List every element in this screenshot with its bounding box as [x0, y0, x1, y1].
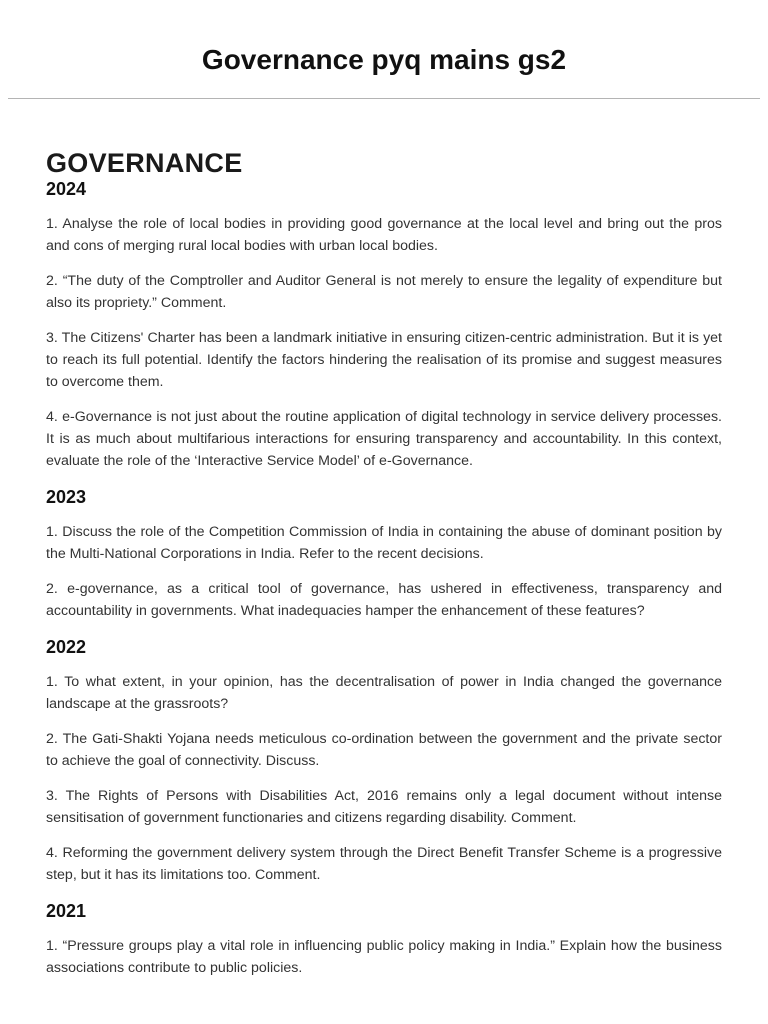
question-item: 2. The Gati-Shakti Yojana needs meticulous co-ordination between the government and the private sector to achieve the goal of connectivity. Discuss.	[46, 731, 722, 769]
document-content	[0, 145, 768, 979]
year-section-2024	[46, 177, 722, 472]
page-title: Governance pyq mains gs2	[201, 44, 567, 75]
question-item: 3. The Rights of Persons with Disabilities Act, 2016 remains only a legal document without intense sensitisation of government functionaries and citizens regarding disability. Comment.	[46, 788, 722, 826]
page-header	[8, 0, 760, 99]
question-item: 4. e-Governance is not just about the routine application of digital technology in service delivery processes. It is as much about multifarious interactions for ensuring transparency and accountability. In this context, evaluate the role of the ‘Interactive Service Model’ of e-Governance.	[46, 409, 722, 469]
question-item: 1. “Pressure groups play a vital role in influencing public policy making in India.” Explain how the business associations contribute to public policies.	[46, 938, 722, 976]
question-item: 2. e-governance, as a critical tool of governance, has ushered in effectiveness, transparency and accountability in governments. What inadequacies hamper the enhancement of these features?	[46, 581, 722, 619]
year-heading: 2023	[46, 487, 87, 507]
question-item: 1. To what extent, in your opinion, has the decentralisation of power in India changed the governance landscape at the grassroots?	[46, 674, 722, 712]
question-item: 3. The Citizens' Charter has been a landmark initiative in ensuring citizen-centric administration. But it is yet to reach its full potential. Identify the factors hindering the realisation of its promise and suggest measures to overcome them.	[46, 330, 722, 390]
year-section-2023	[46, 485, 722, 622]
year-heading: 2021	[46, 901, 87, 921]
question-item: 2. “The duty of the Comptroller and Auditor General is not merely to ensure the legality of expenditure but also its propriety.” Comment.	[46, 273, 722, 311]
year-heading: 2024	[46, 179, 87, 199]
year-section-2021	[46, 899, 722, 979]
question-item: 1. Analyse the role of local bodies in providing good governance at the local level and bring out the pros and cons of merging rural local bodies with urban local bodies.	[46, 216, 722, 254]
section-heading: GOVERNANCE	[46, 148, 243, 178]
year-section-2022	[46, 635, 722, 886]
question-item: 1. Discuss the role of the Competition Commission of India in containing the abuse of dominant position by the Multi-National Corporations in India. Refer to the recent decisions.	[46, 524, 722, 562]
year-heading: 2022	[46, 637, 87, 657]
question-item: 4. Reforming the government delivery system through the Direct Benefit Transfer Scheme is a progressive step, but it has its limitations too. Comment.	[46, 845, 722, 883]
